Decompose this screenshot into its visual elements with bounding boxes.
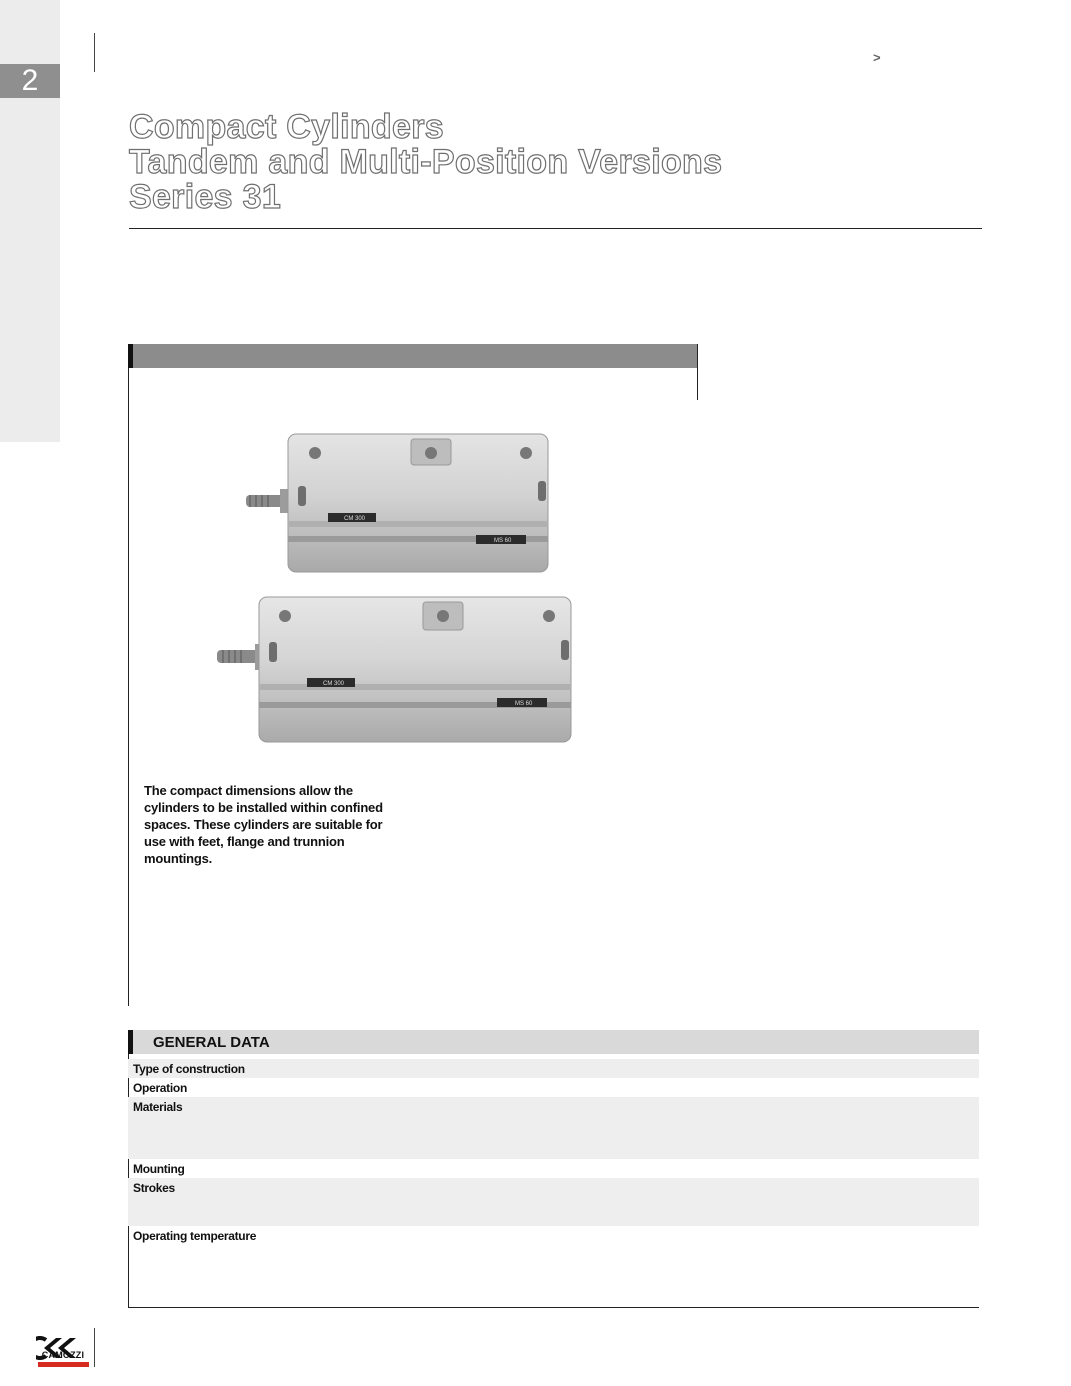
row-label-materials: Materials [133,1100,183,1114]
table-row [128,1178,979,1226]
table-row [128,1078,979,1097]
general-data-table [128,1059,979,1306]
svg-text:CM 300: CM 300 [344,516,366,522]
header-divider [94,33,95,72]
table-row [128,1059,979,1078]
row-label-type-of-construction: Type of construction [133,1062,245,1076]
title-line-2: Tandem and Multi-Position Versions [129,143,723,181]
row-label-mounting: Mounting [133,1162,185,1176]
general-data-accent [128,1030,133,1054]
multi-position-cylinder-image-lower [215,592,580,747]
general-data-bottom-rule [128,1307,979,1308]
title-underline [129,228,982,229]
next-page-arrow-icon[interactable]: > [873,50,881,65]
panel-right-line [697,344,698,400]
tandem-cylinder-image-upper [236,431,556,576]
svg-text:MS 60: MS 60 [494,538,512,544]
general-data-header [128,1030,979,1054]
footer-divider [94,1328,95,1367]
table-row [128,1226,979,1306]
title-line-1: Compact Cylinders [129,108,444,146]
general-data-title: GENERAL DATA [153,1034,270,1051]
row-label-strokes: Strokes [133,1181,175,1195]
product-panel-header [128,344,697,368]
product-description: The compact dimensions allow the cylinders to be installed within confined spaces. These cylinders are suitable for use with feet, flange and trunnion mountings. [144,783,383,866]
table-row [128,1159,979,1178]
camozzi-logo-text: CAMOZZI [41,1350,85,1360]
svg-text:MS 60: MS 60 [515,701,533,707]
table-row [128,1097,979,1159]
panel-left-line [128,368,129,1006]
svg-text:CM 300: CM 300 [323,681,345,687]
row-label-operating-temperature: Operating temperature [133,1229,257,1243]
panel-header-accent [128,344,133,368]
title-line-3: Series 31 [129,178,282,216]
row-label-operation: Operation [133,1081,187,1095]
section-number: 2 [0,64,60,98]
camozzi-logo-bar [38,1362,89,1367]
page-title [129,110,989,215]
